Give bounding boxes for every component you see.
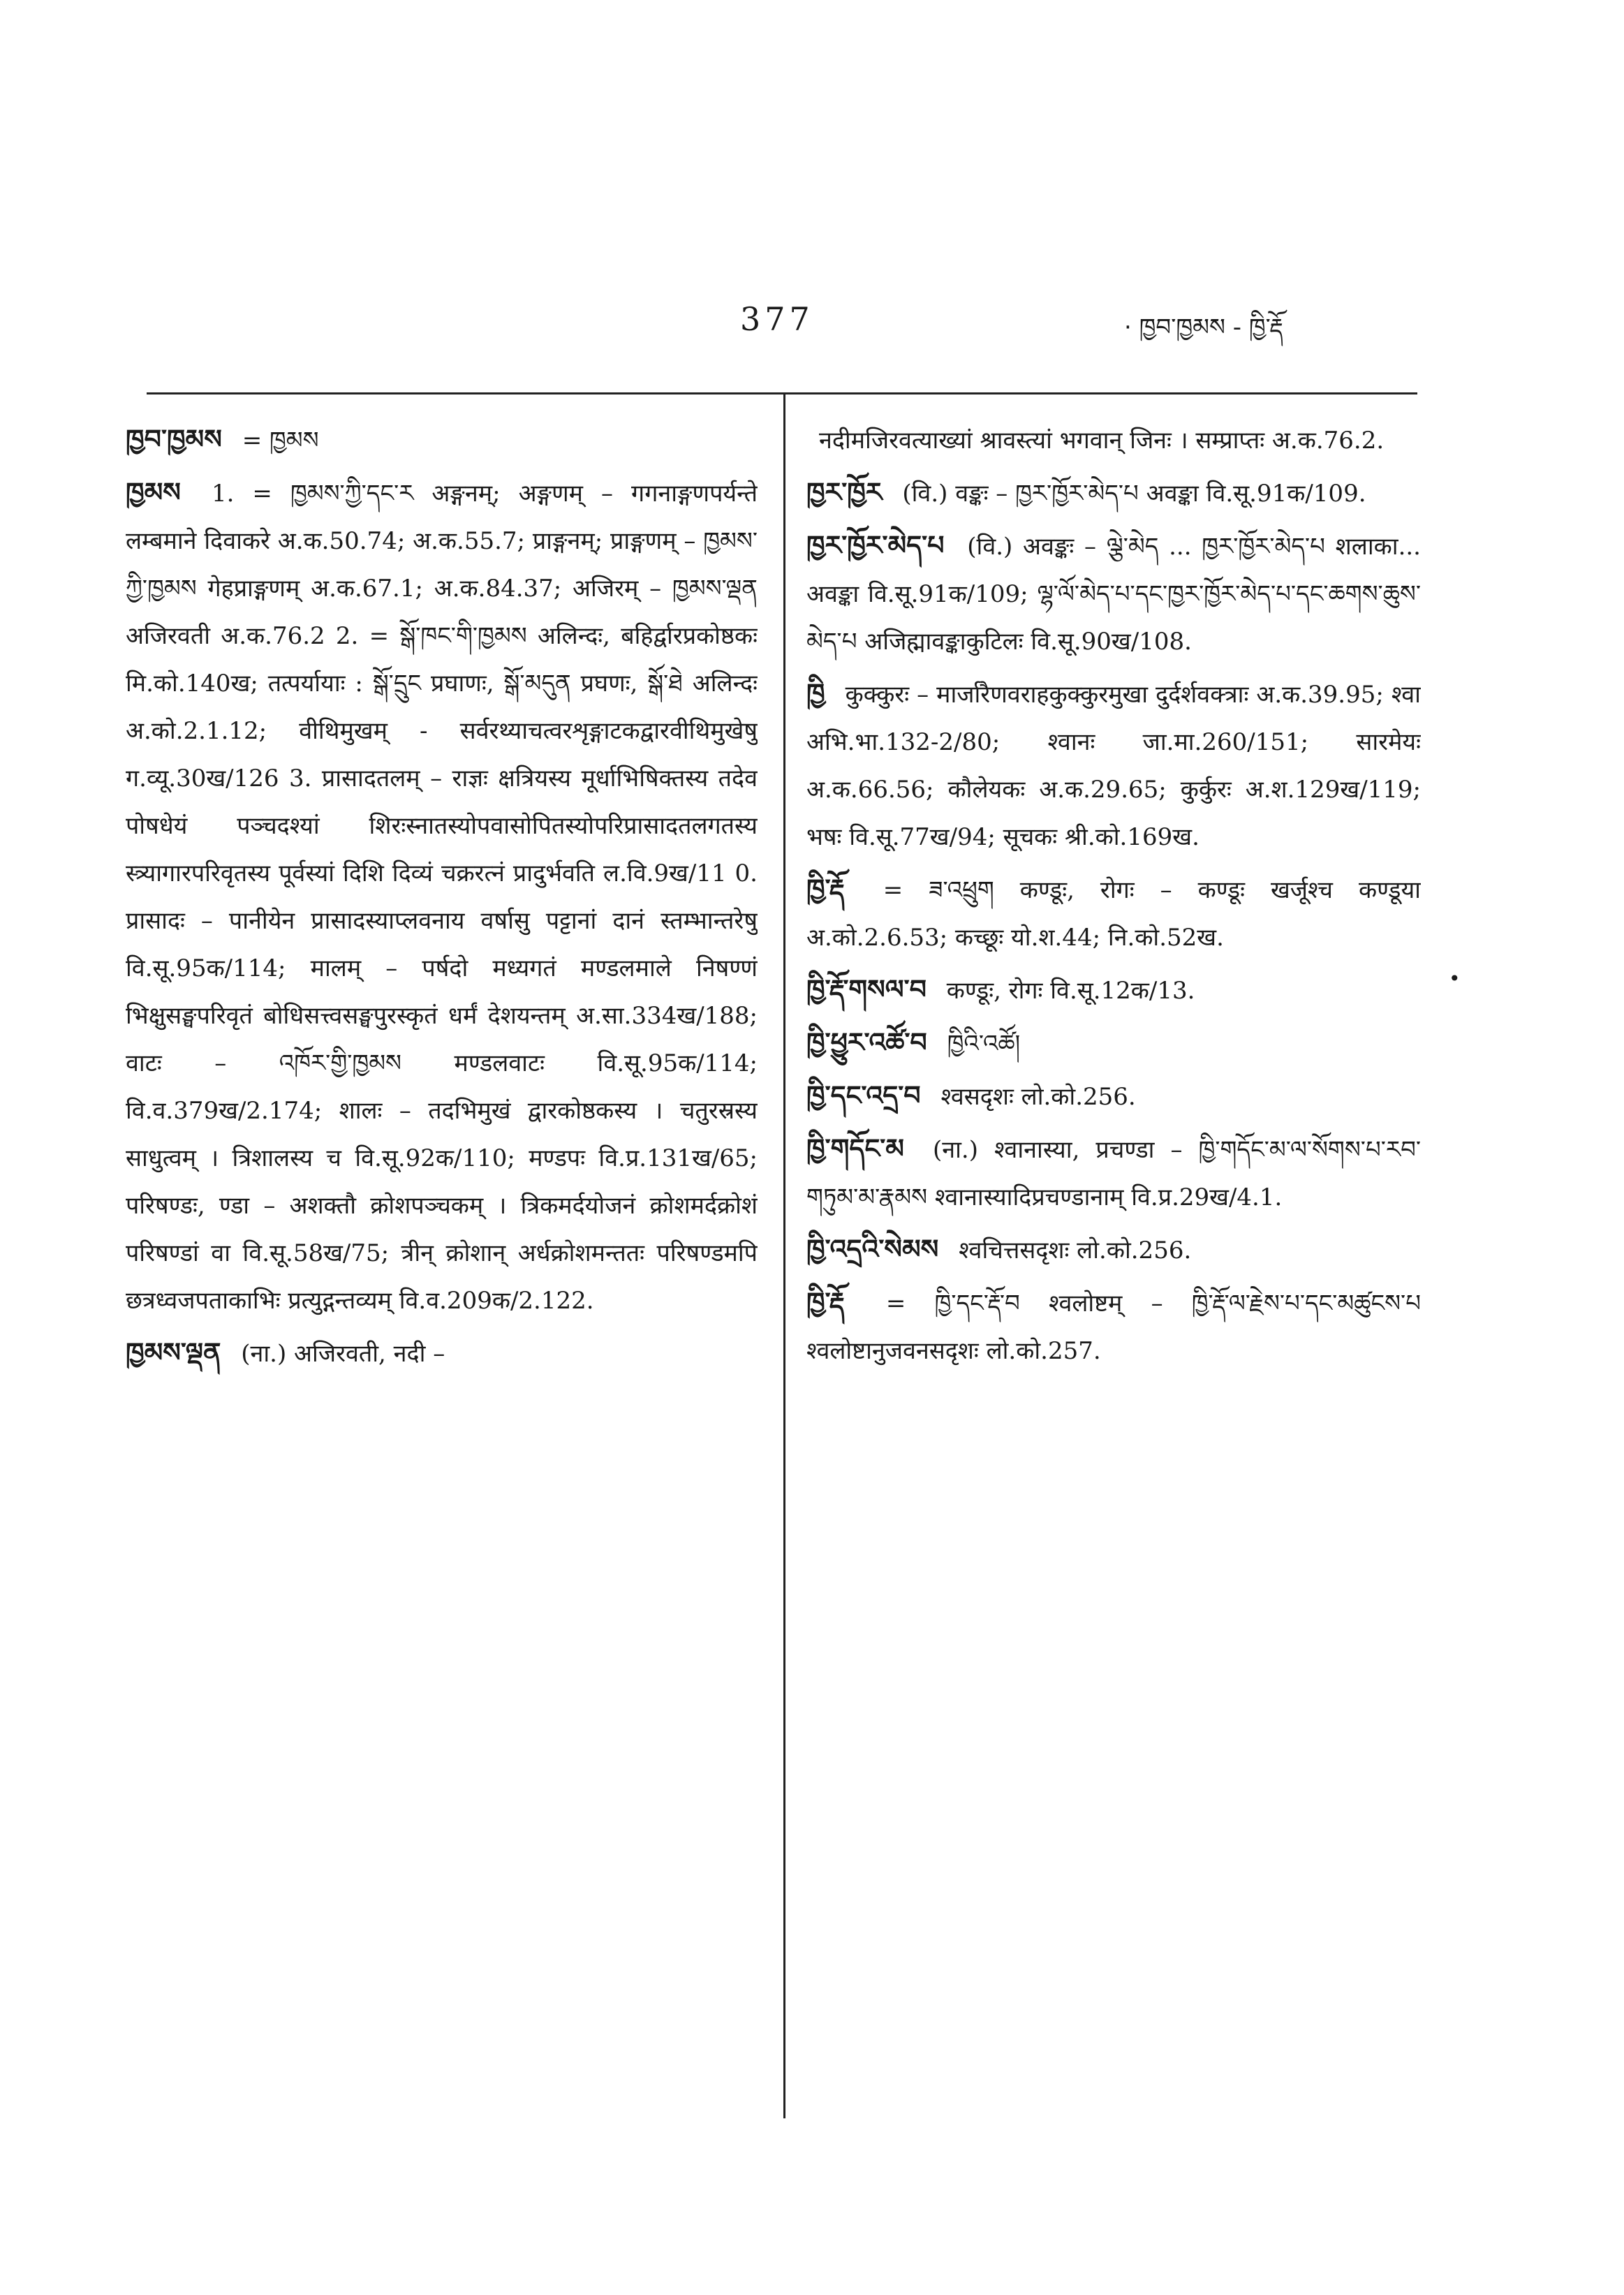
dictionary-entry xyxy=(806,522,1421,665)
entry-text: (वि.) अवङ्कः – ལྕེ་མེད ... ཁྱར་ཁྱོར་མེད་པ शलाका... अवङ्का वि.सू.91क/109; ལྷ་ལོ་མེད་པ་དང་ཁྱར་ཁྱོར་མེད་པ་དང་ཆགས་ཆུས་མེད་པ अजिह्मावङ्काकुटिलः वि.सू.90ख/108. xyxy=(806,533,1421,656)
entry-headword: ཁྱམས་ལྡན xyxy=(126,1337,221,1368)
column-divider xyxy=(783,394,785,2118)
entry-headword: ཁྱབ་ཁྱམས xyxy=(126,424,222,455)
page-number: 377 xyxy=(740,300,814,338)
entry-text: = ཁྱམས xyxy=(242,427,319,455)
dictionary-entry xyxy=(806,468,1421,517)
dictionary-entry xyxy=(806,1125,1421,1221)
entry-headword: ཁྱམས xyxy=(126,477,181,508)
entry-headword: ཁྱི་དང་འདྲ་བ xyxy=(806,1080,921,1111)
dictionary-entry xyxy=(806,1225,1421,1274)
dictionary-entry xyxy=(806,670,1421,861)
entry-text: = ཁྱི་དང་རྡོ་བ श्वलोष्टम् – ཁྱི་རྡོ་ལ་རྗེས་པ་དང་མཚུངས་པ श्वलोष्टानुजवनसदृशः लो.को.257. xyxy=(806,1290,1421,1365)
dictionary-entry xyxy=(806,1019,1421,1068)
dictionary-entry xyxy=(806,1278,1421,1375)
dictionary-entry xyxy=(126,468,758,1324)
running-head: · ཁྱབ་ཁྱམས - ཁྱི་རྡོ xyxy=(1124,313,1283,341)
entry-headword: ཁྱར་ཁྱོར xyxy=(806,477,883,508)
entry-headword: ཁྱི xyxy=(806,678,825,709)
entry-text: (ना.) श्वानास्या, प्रचण्डा – ཁྱི་གདོང་མ་ལ་སོགས་པ་རབ་གཏུམ་མ་རྣམས श्वानास्यादिप्रचण्डानाम् वि.प्र.29ख/4.1. xyxy=(806,1136,1421,1211)
margin-dot-mark: • xyxy=(1449,967,1461,990)
entry-headword: ཁྱི་འདྲའི་སེམས xyxy=(806,1234,939,1264)
entry-text: (वि.) वङ्कः – ཁྱར་ཁྱོར་མེད་པ अवङ्का वि.सू.91क/109. xyxy=(902,480,1366,508)
dictionary-entry xyxy=(126,415,758,464)
entry-headword: ཁྱི་ཕྱུར་འཚོ་བ xyxy=(806,1027,927,1058)
entry-text: (ना.) अजिरवती, नदी – xyxy=(241,1340,445,1368)
entry-headword: ཁྱི་གདོང་མ xyxy=(806,1133,904,1164)
entry-text: = ཟ་འཕྲུག कण्डूः, रोगः – कण्डूः खर्जूश्च कण्डूया अ.को.2.6.53; कच्छूः यो.श.44; नि.को.52ख. xyxy=(806,876,1421,952)
entry-text: श्वसदृशः लो.को.256. xyxy=(940,1083,1136,1111)
left-column xyxy=(126,415,758,2119)
entry-text: ཁྱིའི་འཚོ། xyxy=(947,1030,1021,1058)
entry-text: 1. = ཁྱམས་ཀྱི་དང་ར अङ्गनम्; अङ्गणम् – गगनाङ्गणपर्यन्ते लम्बमाने दिवाकरे अ.क.50.74; अ.क.55.7; प्राङ्गनम्; प्राङ्गणम् – ཁྱམས་ཀྱི་ཁྱམས गेहप्राङ्गणम् अ.क.67.1; अ.क.84.37; अजिरम् – ཁྱམས་ལྡན अजिरवती अ.क.76.2 2. = སྒོ་ཁང་གི་ཁྱམས अलिन्दः, बहिर्द्वारप्रकोष्ठकः मि.को.140ख; तत्पर्यायाः : སྒོ་དྲུང प्रघाणः, སྒོ་མདུན प्रघणः, སྒོ་ཐེ अलिन्दः अ.को.2.1.12; वीथिमुखम् - सर्वरथ्याचत्वरशृङ्गाटकद्वारवीथिमुखेषु ग.व्यू.30ख/126 3. प्रासादतलम् – राज्ञः क्षत्रियस्य मूर्धाभिषिक्तस्य तदेव पोषधेयं पञ्चदश्यां शिरःस्नातस्योपवासोपितस्योपरिप्रासादतलगतस्य स्त्र्यागारपरिवृतस्य पूर्वस्यां दिशि दिव्यं चक्ररत्नं प्रादुर्भवति ल.वि.9ख/11 0. प्रासादः – पानीयेन प्रासादस्याप्लवनाय वर्षासु पट्टानां दानं स्तम्भान्तरेषु वि.सू.95क/114; मालम् – पर्षदो मध्यगतं मण्डलमाले निषण्णं भिक्षुसङ्घपरिवृतं बोधिसत्त्वसङ्घपुरस्कृतं धर्मं देशयन्तम् अ.सा.334ख/188; वाटः – འཁོར་གྱི་ཁྱམས मण्डलवाटः वि.सू.95क/114; वि.व.379ख/2.174; शालः – तदभिमुखं द्वारकोष्ठकस्य । चतुरस्रस्य साधुत्वम् । त्रिशालस्य च वि.सू.92क/110; मण्डपः वि.प्र.131ख/65; परिषण्डः, ण्डा – अशक्तौ क्रोशपञ्चकम् । त्रिकमर्दयोजनं क्रोशमर्दक्रोशं परिषण्डां वा वि.सू.58ख/75; त्रीन् क्रोशान् अर्धक्रोशमन्ततः परिषण्डमपि छत्रध्वजपताकाभिः प्रत्युद्गन्तव्यम् वि.व.209क/2.122. xyxy=(126,480,758,1315)
entry-headword: ཁྱར་ཁྱོར་མེད་པ xyxy=(806,530,945,561)
header-rule xyxy=(147,392,1417,394)
entry-headword: ཁྱི་རྡོ xyxy=(806,1287,845,1318)
entry-headword: ཁྱི་རྡོ xyxy=(806,873,845,904)
dictionary-entry xyxy=(806,415,1421,464)
dictionary-entry xyxy=(806,966,1421,1014)
entry-text: कण्डूः, रोगः वि.सू.12क/13. xyxy=(946,977,1195,1005)
entry-text: नदीमजिरवत्याख्यां श्रावस्त्यां भगवान् जिनः । सम्प्राप्तः अ.क.76.2. xyxy=(819,427,1385,455)
right-column xyxy=(806,415,1421,2119)
entry-text: श्वचित्तसदृशः लो.को.256. xyxy=(959,1237,1192,1264)
dictionary-entry xyxy=(126,1329,758,1378)
dictionary-entry xyxy=(806,1072,1421,1121)
entry-headword: ཁྱི་རྡོ་གསལ་བ xyxy=(806,974,927,1005)
dictionary-entry xyxy=(806,865,1421,961)
entry-text: कुक्कुरः – मार्जारैणवराहकुक्कुरमुखा दुर्दर्शवक्त्राः अ.क.39.95; श्वा अभि.भा.132-2/80; श्वानः जा.मा.260/151; सारमेयः अ.क.66.56; कौलेयकः अ.क.29.65; कुर्कुरः अ.श.129ख/119; भषः वि.सू.77ख/94; सूचकः श्री.को.169ख. xyxy=(806,681,1421,851)
